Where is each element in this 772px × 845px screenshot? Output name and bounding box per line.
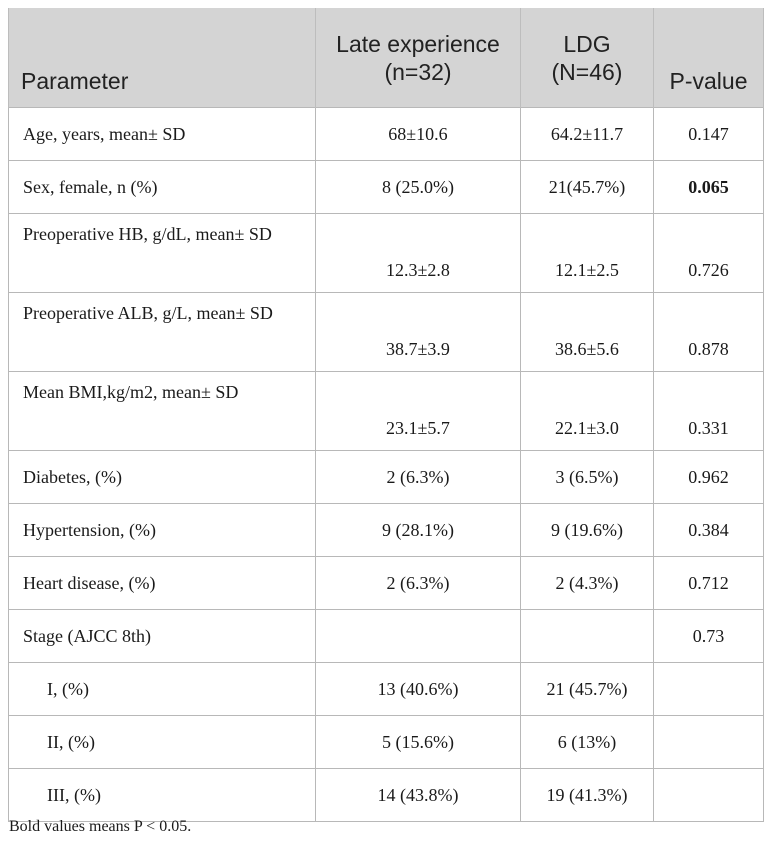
header-ldg: LDG (N=46) <box>521 8 654 108</box>
row-parameter: Hypertension, (%) <box>9 504 316 557</box>
table-row-sex <box>9 161 764 214</box>
row-ldg-value: 2 (4.3%) <box>521 557 654 610</box>
row-ldg-value: 12.1±2.5 <box>521 214 654 293</box>
row-p-value: 0.73 <box>654 610 764 663</box>
row-p-value: 0.878 <box>654 293 764 372</box>
table-row-bmi <box>9 372 764 451</box>
row-p-value: 0.726 <box>654 214 764 293</box>
row-p-value: 0.331 <box>654 372 764 451</box>
row-parameter: Age, years, mean± SD <box>9 108 316 161</box>
row-ldg-value <box>521 610 654 663</box>
table-row-hb <box>9 214 764 293</box>
row-ldg-value: 19 (41.3%) <box>521 769 654 822</box>
table-row-stage-iii <box>9 769 764 822</box>
table-footnote: Bold values means P < 0.05. <box>9 818 192 835</box>
table-row-stage-ii <box>9 716 764 769</box>
row-late-value: 5 (15.6%) <box>316 716 521 769</box>
row-p-value: 0.962 <box>654 451 764 504</box>
row-p-value: 0.147 <box>654 108 764 161</box>
header-parameter: Parameter <box>9 8 316 108</box>
table-row-diabetes <box>9 451 764 504</box>
baseline-characteristics-table <box>8 8 764 822</box>
row-parameter: Stage (AJCC 8th) <box>9 610 316 663</box>
row-parameter: II, (%) <box>9 716 316 769</box>
row-parameter: Preoperative HB, g/dL, mean± SD <box>9 214 316 293</box>
header-late-experience: Late experience (n=32) <box>316 8 521 108</box>
row-late-value: 68±10.6 <box>316 108 521 161</box>
row-late-value: 23.1±5.7 <box>316 372 521 451</box>
header-p-value: P-value <box>654 8 764 108</box>
row-p-value-bold: 0.065 <box>654 161 764 214</box>
row-p-value <box>654 716 764 769</box>
row-ldg-value: 21 (45.7%) <box>521 663 654 716</box>
table-row-heart-disease <box>9 557 764 610</box>
row-late-value: 8 (25.0%) <box>316 161 521 214</box>
row-p-value: 0.712 <box>654 557 764 610</box>
row-p-value: 0.384 <box>654 504 764 557</box>
row-parameter: Preoperative ALB, g/L, mean± SD <box>9 293 316 372</box>
row-late-value: 2 (6.3%) <box>316 451 521 504</box>
row-ldg-value: 3 (6.5%) <box>521 451 654 504</box>
row-parameter: Diabetes, (%) <box>9 451 316 504</box>
table-row-stage-i <box>9 663 764 716</box>
row-parameter: Mean BMI,kg/m2, mean± SD <box>9 372 316 451</box>
table-row-stage <box>9 610 764 663</box>
row-ldg-value: 38.6±5.6 <box>521 293 654 372</box>
header-row <box>9 8 764 108</box>
row-parameter: Heart disease, (%) <box>9 557 316 610</box>
row-late-value: 14 (43.8%) <box>316 769 521 822</box>
row-late-value: 12.3±2.8 <box>316 214 521 293</box>
row-ldg-value: 22.1±3.0 <box>521 372 654 451</box>
table-row-hypertension <box>9 504 764 557</box>
row-ldg-value: 21(45.7%) <box>521 161 654 214</box>
row-late-value: 2 (6.3%) <box>316 557 521 610</box>
table-row-age <box>9 108 764 161</box>
row-ldg-value: 9 (19.6%) <box>521 504 654 557</box>
row-late-value <box>316 610 521 663</box>
row-ldg-value: 6 (13%) <box>521 716 654 769</box>
table-row-alb <box>9 293 764 372</box>
row-late-value: 9 (28.1%) <box>316 504 521 557</box>
row-parameter: III, (%) <box>9 769 316 822</box>
row-late-value: 38.7±3.9 <box>316 293 521 372</box>
row-p-value <box>654 663 764 716</box>
row-ldg-value: 64.2±11.7 <box>521 108 654 161</box>
row-p-value <box>654 769 764 822</box>
row-parameter: Sex, female, n (%) <box>9 161 316 214</box>
row-late-value: 13 (40.6%) <box>316 663 521 716</box>
row-parameter: I, (%) <box>9 663 316 716</box>
